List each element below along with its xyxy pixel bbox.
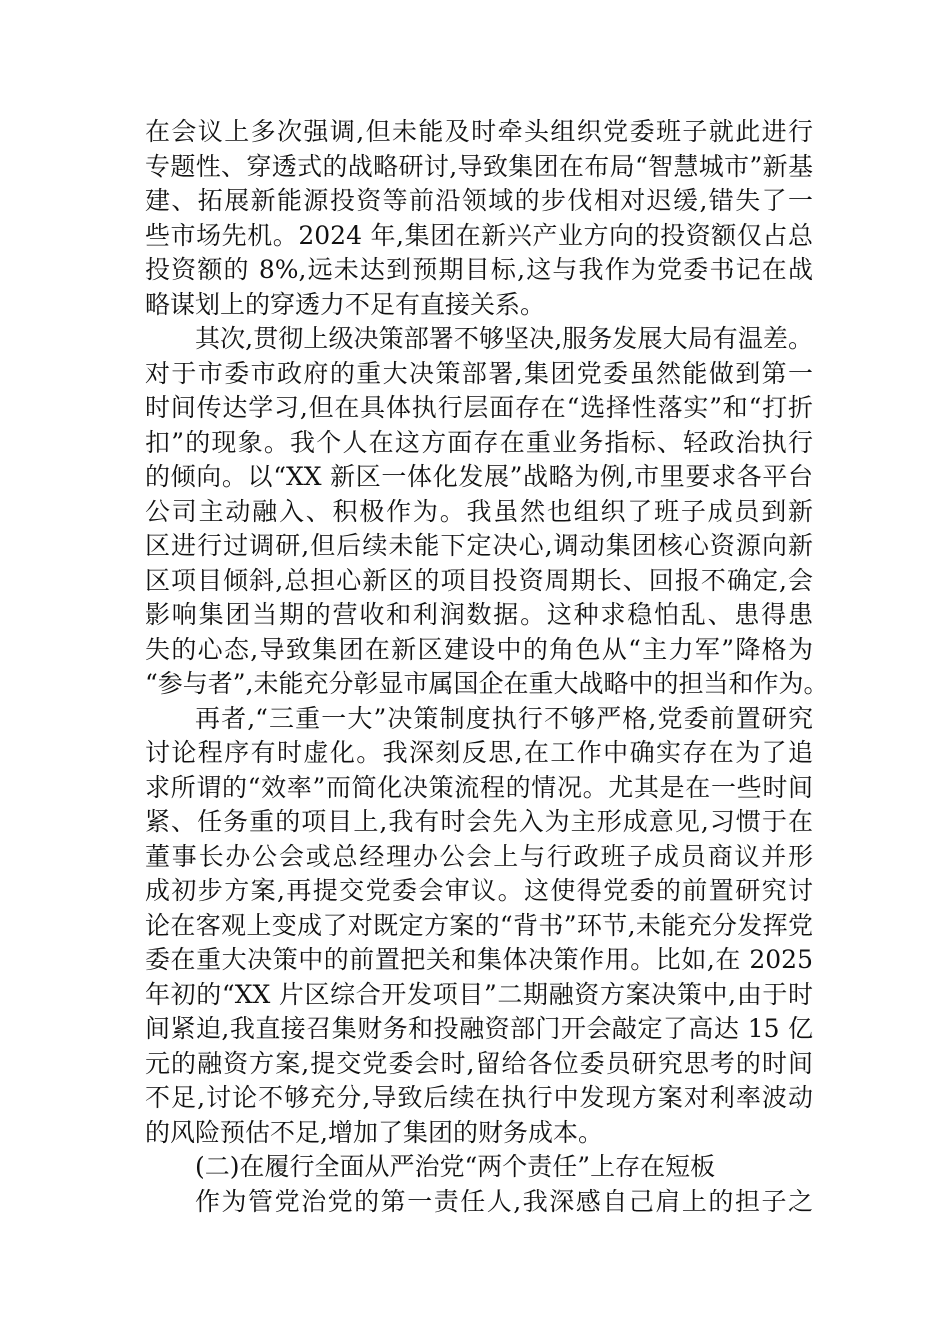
text-line-18: 再者,“三重一大”决策制度执行不够严格,党委前置研究 — [195, 703, 813, 733]
text-line-13: 区进行过调研,但后续未能下定决心,调动集团核心资源向新 — [145, 531, 813, 560]
text-line-21: 紧、任务重的项目上,我有时会先入为主形成意见,习惯于在 — [145, 807, 813, 836]
text-line-16: 失的心态,导致集团在新区建设中的角色从“主力军”降格为 — [145, 634, 813, 664]
text-line-26: 年初的“XX 片区综合开发项目”二期融资方案决策中,由于时 — [145, 979, 813, 1009]
text-line-4: 些市场先机。2024 年,集团在新兴产业方向的投资额仅占总 — [145, 220, 813, 250]
text-line-10: 扣”的现象。我个人在这方面存在重业务指标、轻政治执行 — [145, 427, 813, 457]
text-line-29: 不足,讨论不够充分,导致后续在执行中发现方案对利率波动 — [145, 1083, 813, 1112]
text-line-2: 专题性、穿透式的战略研讨,导致集团在布局“智慧城市”新基 — [145, 151, 813, 181]
text-line-32: 作为管党治党的第一责任人,我深感自己肩上的担子之 — [195, 1186, 813, 1216]
text-line-23: 成初步方案,再提交党委会审议。这使得党委的前置研究讨 — [145, 876, 813, 905]
text-line-30: 的风险预估不足,增加了集团的财务成本。 — [145, 1117, 603, 1147]
text-line-20: 求所谓的“效率”而简化决策流程的情况。尤其是在一些时间 — [145, 772, 813, 802]
text-line-9: 时间传达学习,但在具体执行层面存在“选择性落实”和“打折 — [145, 393, 813, 422]
text-line-14: 区项目倾斜,总担心新区的项目投资周期长、回报不确定,会 — [145, 565, 813, 595]
text-line-1: 在会议上多次强调,但未能及时牵头组织党委班子就此进行 — [145, 117, 813, 146]
text-line-6: 略谋划上的穿透力不足有直接关系。 — [145, 289, 546, 319]
text-line-17: “参与者”,未能充分彰显市属国企在重大战略中的担当和作为。 — [145, 669, 829, 698]
text-line-22: 董事长办公会或总经理办公会上与行政班子成员商议并形 — [145, 841, 813, 871]
text-line-25: 委在重大决策中的前置把关和集体决策作用。比如,在 2025 — [145, 945, 813, 974]
text-line-11: 的倾向。以“XX 新区一体化发展”战略为例,市里要求各平台 — [145, 462, 813, 491]
section-heading: (二)在履行全面从严治党“两个责任”上存在短板 — [195, 1152, 716, 1181]
text-line-28: 元的融资方案,提交党委会时,留给各位委员研究思考的时间 — [145, 1048, 813, 1078]
text-line-27: 间紧迫,我直接召集财务和投融资部门开会敲定了高达 15 亿 — [145, 1014, 813, 1043]
text-line-12: 公司主动融入、积极作为。我虽然也组织了班子成员到新 — [145, 496, 813, 526]
text-line-8: 对于市委市政府的重大决策部署,集团党委虽然能做到第一 — [145, 358, 813, 388]
text-line-3: 建、拓展新能源投资等前沿领域的步伐相对迟缓,错失了一 — [145, 186, 813, 215]
text-line-5: 投资额的 8%,远未达到预期目标,这与我作为党委书记在战 — [145, 255, 813, 284]
document-page — [145, 115, 829, 1219]
text-line-7: 其次,贯彻上级决策部署不够坚决,服务发展大局有温差。 — [195, 324, 813, 353]
text-line-15: 影响集团当期的营收和利润数据。这种求稳怕乱、患得患 — [145, 600, 813, 629]
text-line-19: 讨论程序有时虚化。我深刻反思,在工作中确实存在为了追 — [145, 738, 813, 767]
text-line-24: 论在客观上变成了对既定方案的“背书”环节,未能充分发挥党 — [145, 910, 813, 940]
